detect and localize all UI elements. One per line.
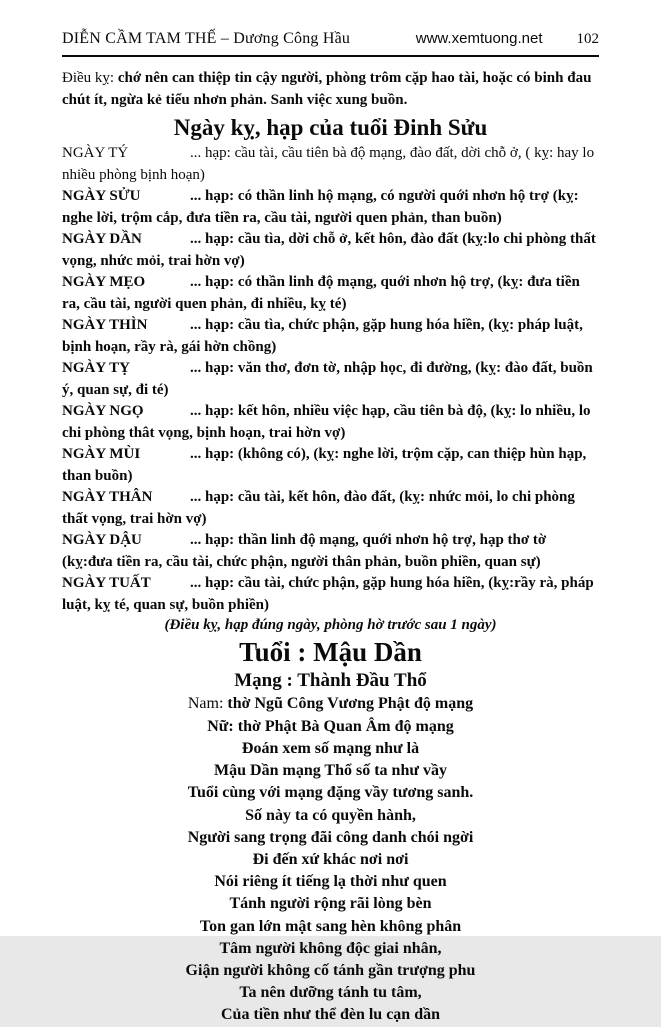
day-name: NGÀY MÙI xyxy=(62,446,141,462)
website-url: www.xemtuong.net xyxy=(415,30,543,47)
day-detail: ... hạp: văn thơ, đơn tờ, nhập học, đi đường, (kỵ: đào đất, buồn ý, quan sự, đi té) xyxy=(62,360,593,398)
day-detail: ... hạp: cầu tài, cầu tiên bà độ mạng, đào đất, dời chỗ ở, ( kỵ: hay lo nhiều phòng bịnh hoạn) xyxy=(62,145,595,183)
poem-line: Tâm người không độc giai nhân, xyxy=(219,939,442,957)
day-name: NGÀY THÌN xyxy=(62,317,148,333)
poem-line: Số này ta có quyền hành, xyxy=(245,806,416,824)
day-name: NGÀY SỬU xyxy=(62,188,141,204)
day-detail: ... hạp: (không có), (kỵ: nghe lời, trộm cặp, can thiệp hùn hạp, than buồn) xyxy=(62,446,587,484)
poem-line: Của tiền như thể đèn lu cạn dần xyxy=(221,1006,440,1024)
days-list xyxy=(62,143,599,616)
poem-line: Đoán xem số mạng như là xyxy=(241,740,420,757)
day-name: NGÀY MẸO xyxy=(62,274,146,290)
nam-text: thờ Ngũ Công Vương Phật độ mạng xyxy=(223,695,474,712)
day-row-dan xyxy=(62,229,599,272)
day-name: NGÀY TUẤT xyxy=(62,575,151,591)
day-name: NGÀY THÂN xyxy=(62,489,153,505)
day-row-dau xyxy=(62,530,599,573)
book-title: DIỄN CẦM TAM THẾ – Dương Công Hầu xyxy=(62,30,351,47)
nam-label: Nam: xyxy=(187,695,224,712)
mang-subtitle: Mạng : Thành Đầu Thổ xyxy=(234,670,427,691)
day-detail: ... hạp: cầu tìa, dời chỗ ở, kết hôn, đào đất (kỵ:lo chi phòng thất vọng, nhức mỏi, trai hờn vợ) xyxy=(62,231,596,269)
poem-line: Ta nên dưỡng tánh tu tâm, xyxy=(239,984,422,1002)
poem-line: Tuổi cùng với mạng đặng vầy tương sanh. xyxy=(187,784,474,802)
day-row-than xyxy=(62,487,599,530)
poem-line: Mậu Dần mạng Thổ số ta như vầy xyxy=(214,762,447,780)
day-row-tuat xyxy=(62,573,599,616)
day-row-suu xyxy=(62,186,599,229)
day-name: NGÀY DẦN xyxy=(62,231,142,247)
day-row-thin xyxy=(62,315,599,358)
days-note: (Điều kỵ, hạp đúng ngày, phòng hờ trước sau 1 ngày) xyxy=(164,617,497,633)
nu-label: Nữ: xyxy=(207,718,234,735)
fortune-poem xyxy=(62,738,599,1027)
tuoi-title: Tuổi : Mậu Dần xyxy=(239,637,422,667)
poem-line: Giận người không cố tánh gần trượng phu xyxy=(185,962,476,980)
day-name: NGÀY NGỌ xyxy=(62,403,144,419)
day-detail: ... hạp: cầu tìa, chức phận, gặp hung hóa hiền, (kỵ: pháp luật, bịnh hoạn, rầy rà, gái hờn chồng) xyxy=(62,317,583,355)
nam-line xyxy=(62,692,599,715)
day-row-ty xyxy=(62,143,599,186)
poem-line: Nói riêng ít tiếng lạ thời như quen xyxy=(214,873,447,891)
day-detail: ... hạp: có thần linh hộ mạng, có người quới nhơn hộ trợ (kỵ: nghe lời, trộm cắp, đưa tiền ra, cầu tài, người quen phản, than buồn) xyxy=(62,188,579,226)
day-row-meo xyxy=(62,272,599,315)
day-detail: ... hạp: kết hôn, nhiều việc hạp, cầu tiên bà độ, (kỵ: lo nhiều, lo chi phòng thât vọng, bịnh hoạn, trai hờn vợ) xyxy=(62,403,591,441)
poem-line: Đi đến xứ khác nơi nơi xyxy=(252,851,409,869)
page-number: 102 xyxy=(576,31,599,47)
intro-paragraph xyxy=(62,68,599,111)
poem-line: Ton gan lớn mật sang hèn không phân xyxy=(199,917,462,935)
worship-lines xyxy=(62,692,599,738)
day-row-ngo xyxy=(62,401,599,444)
nu-text: thờ Phật Bà Quan Âm độ mạng xyxy=(233,718,454,735)
day-name: NGÀY TÝ xyxy=(62,145,129,161)
day-detail: ... hạp: cầu tài, chức phận, gặp hung hóa hiền, (kỵ:rầy rà, pháp luật, kỵ té, quan sự, buồn phiền) xyxy=(62,575,594,613)
intro-label: Điều kỵ: xyxy=(62,70,115,86)
day-name: NGÀY TỴ xyxy=(62,360,130,376)
poem-line: Tánh người rộng rãi lòng bèn xyxy=(229,895,432,913)
days-section-title: Ngày kỵ, hạp của tuổi Đinh Sửu xyxy=(173,115,488,140)
page-header xyxy=(62,30,599,57)
intro-text: chớ nên can thiệp tin cậy người, phòng trôm cặp hao tài, hoặc có binh đau chút ít, ngừa kẻ tiểu nhơn phản. Sanh việc xung buồn. xyxy=(62,70,592,108)
day-detail: ... hạp: thần linh độ mạng, quới nhơn hộ trợ, hạp thơ tờ (kỵ:đưa tiền ra, cầu tài, chức phận, người thân phản, buồn phiền, quan sự) xyxy=(62,532,547,570)
day-row-mui xyxy=(62,444,599,487)
day-name: NGÀY DẬU xyxy=(62,532,142,548)
day-detail: ... hạp: cầu tài, kết hôn, đào đất, (kỵ: nhức mỏi, lo chi phòng thất vọng, trai hờn vợ) xyxy=(62,489,575,527)
nu-line xyxy=(62,715,599,738)
day-row-ti xyxy=(62,358,599,401)
poem-line: Người sang trọng đãi công danh chói ngời xyxy=(187,828,474,846)
day-detail: ... hạp: có thần linh độ mạng, quới nhơn hộ trợ, (kỵ: đưa tiền ra, cầu tài, người quen phản, đi nhiều, kỵ té) xyxy=(62,274,580,312)
